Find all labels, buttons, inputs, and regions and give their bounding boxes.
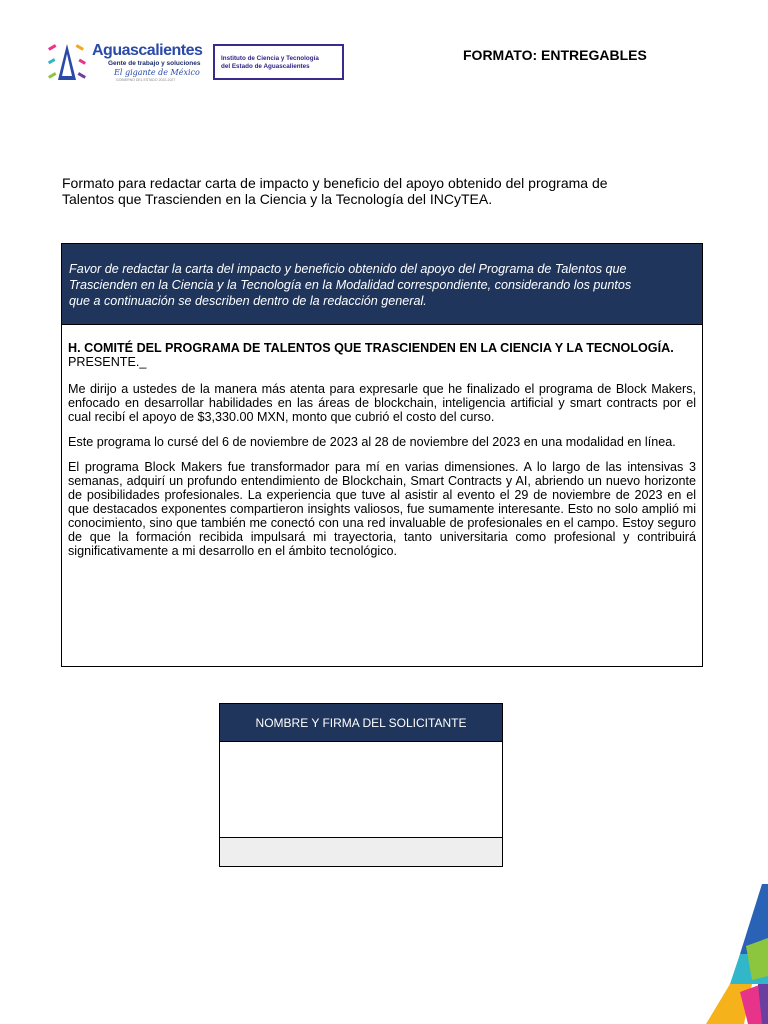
signature-area[interactable] xyxy=(220,742,502,838)
aguascalientes-logo xyxy=(92,42,210,83)
signature-header: NOMBRE Y FIRMA DEL SOLICITANTE xyxy=(220,704,502,742)
instructions-line: que a continuación se describen dentro de la redacción general. xyxy=(69,294,427,308)
corner-triangle-decoration-icon xyxy=(700,880,768,1024)
logo-small-text: GOBIERNO DEL ESTADO 2022-2027 xyxy=(116,78,176,82)
logo-slogan: El gigante de México xyxy=(114,68,200,77)
intro-line: Formato para redactar carta de impacto y beneficio del apoyo obtenido del programa de xyxy=(62,175,608,191)
letter-addressee: H. COMITÉ DEL PROGRAMA DE TALENTOS QUE TRASCIENDEN EN LA CIENCIA Y LA TECNOLOGÍA. xyxy=(68,341,674,355)
letter-body xyxy=(62,325,702,558)
letter-box xyxy=(61,243,703,667)
aguascalientes-logo-icon xyxy=(46,42,88,84)
signature-name-field[interactable] xyxy=(220,838,502,866)
intro-text xyxy=(62,175,682,207)
signature-table xyxy=(219,703,503,867)
document-format-title: FORMATO: ENTREGABLES xyxy=(463,47,647,63)
letter-paragraph: Me dirijo a ustedes de la manera más atenta para expresarle que he finalizado el programa de Block Makers, enfocado en desarrollar habilidades en las áreas de blockchain, inteligencia artificial y smart contracts por el cual recibí el apoyo de $3,330.00 MXN, monto que cubrió el costo del curso. xyxy=(68,382,696,424)
institute-line: del Estado de Aguascalientes xyxy=(221,62,310,70)
instructions-line: Trascienden en la Ciencia y la Tecnología en la Modalidad correspondiente, considerando los puntos xyxy=(69,278,632,292)
letter-presente: PRESENTE._ xyxy=(68,355,147,369)
logo-subtitle: Gente de trabajo y soluciones xyxy=(108,60,201,67)
institute-logo xyxy=(213,44,344,80)
logo-title: Aguascalientes xyxy=(92,42,203,59)
letter-paragraph: El programa Block Makers fue transformador para mí en varias dimensiones. A lo largo de las intensivas 3 semanas, adquirí un profundo entendimiento de Blockchain, Smart Contracts y AI, abriendo un nuevo horizonte de posibilidades profesionales. La experiencia que tuve al asistir al evento el 29 de noviembre de 2023 en el que destacados exponentes compartieron insights valiosos, fue sumamente interesante. Esto no solo amplió mi conocimiento, sino que también me conectó con una red invaluable de profesionales en el campo. Estoy seguro de que la formación recibida impulsará mi trayectoria, tanto universitaria como profesional y contribuirá significativamente a mi desarrollo en el ámbito tecnológico. xyxy=(68,460,696,558)
instructions-line: Favor de redactar la carta del impacto y beneficio obtenido del apoyo del Programa de Talentos que xyxy=(69,262,627,276)
instructions-banner xyxy=(62,244,702,325)
institute-line: Instituto de Ciencia y Tecnología xyxy=(221,55,319,62)
letter-paragraph: Este programa lo cursé del 6 de noviembre de 2023 al 28 de noviembre del 2023 en una modalidad en línea. xyxy=(68,435,676,449)
intro-line: Talentos que Trascienden en la Ciencia y la Tecnología del INCyTEA. xyxy=(62,191,493,207)
